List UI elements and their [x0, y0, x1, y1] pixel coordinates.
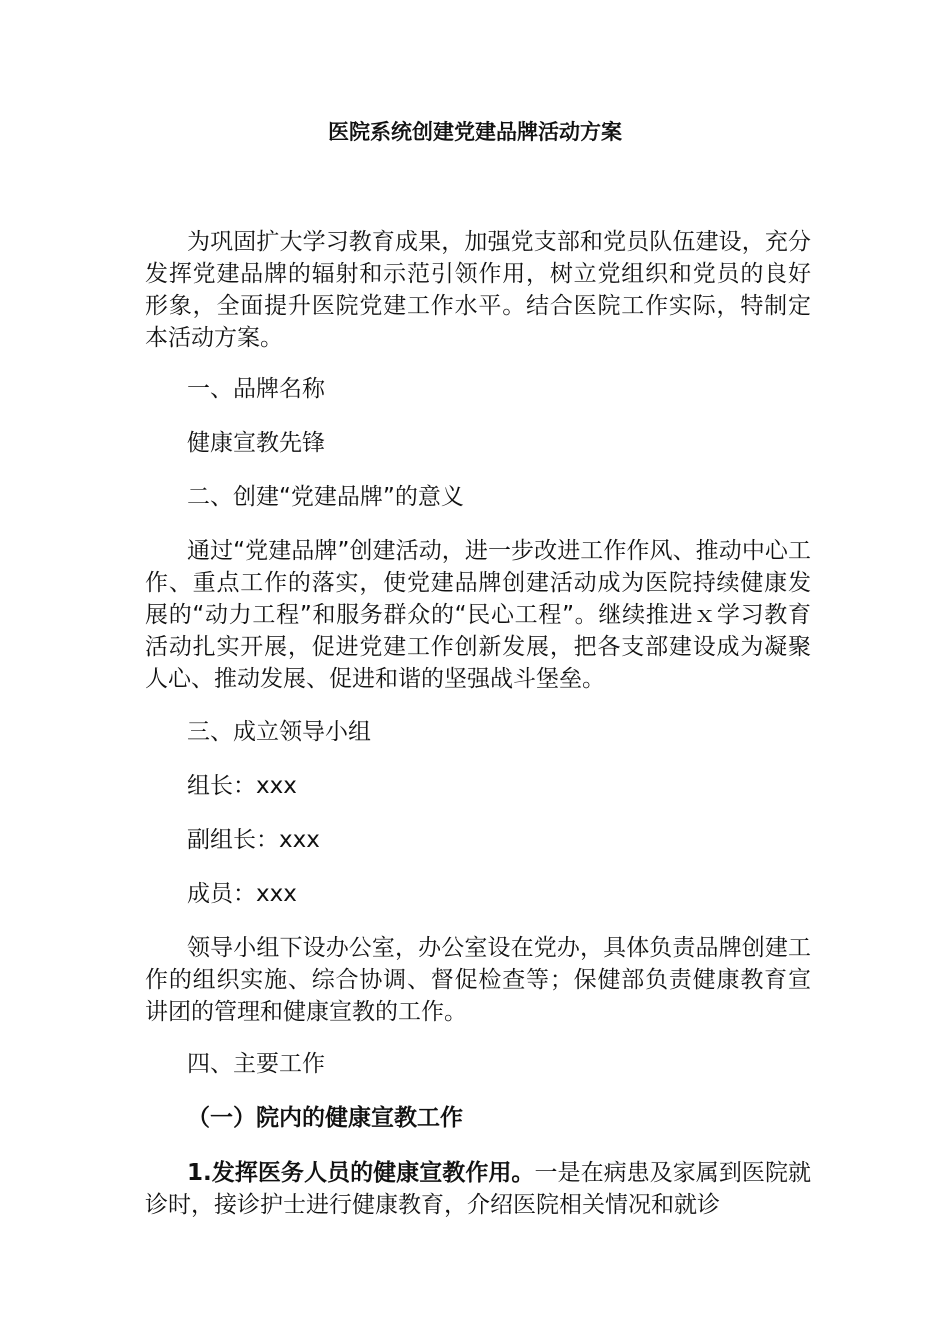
document-title: 医院系统创建党建品牌活动方案: [328, 120, 622, 144]
leader-line: 组长：xxx: [187, 773, 297, 799]
subsection-heading-in-hospital: （一）院内的健康宣教工作: [187, 1105, 463, 1131]
item1-paragraph: [145, 1157, 811, 1221]
office-paragraph: 领导小组下设办公室，办公室设在党办，具体负责品牌创建工作的组织实施、综合协调、督促检查等；保健部负责健康教育宣讲团的管理和健康宣教的工作。: [145, 935, 811, 1025]
item1-lead: 1.发挥医务人员的健康宣教作用。: [187, 1160, 535, 1186]
intro-paragraph: 为巩固扩大学习教育成果，加强党支部和党员队伍建设，充分发挥党建品牌的辐射和示范引领作用，树立党组织和党员的良好形象，全面提升医院党建工作水平。结合医院工作实际，特制定本活动方案。: [145, 229, 811, 351]
section-heading-leadership-group: 三、成立领导小组: [187, 719, 371, 745]
section-heading-main-work: 四、主要工作: [187, 1051, 325, 1077]
significance-paragraph: 通过“党建品牌”创建活动，进一步改进工作作风、推动中心工作、重点工作的落实，使党建品牌创建活动成为医院持续健康发展的“动力工程”和服务群众的“民心工程”。继续推进ｘ学习教育活动扎实开展，促进党建工作创新发展，把各支部建设成为凝聚人心、推动发展、促进和谐的坚强战斗堡垒。: [145, 538, 811, 692]
section-heading-brand-name: 一、品牌名称: [187, 376, 325, 402]
brand-name-text: 健康宣教先锋: [187, 430, 325, 456]
section-heading-significance: 二、创建“党建品牌”的意义: [187, 484, 464, 510]
item1-body: 一是在病患及家属到医院就诊时，接诊护士进行健康教育，介绍医院相关情况和就诊: [145, 1160, 811, 1218]
members-line: 成员：xxx: [187, 881, 297, 907]
deputy-leader-line: 副组长：xxx: [187, 827, 320, 853]
